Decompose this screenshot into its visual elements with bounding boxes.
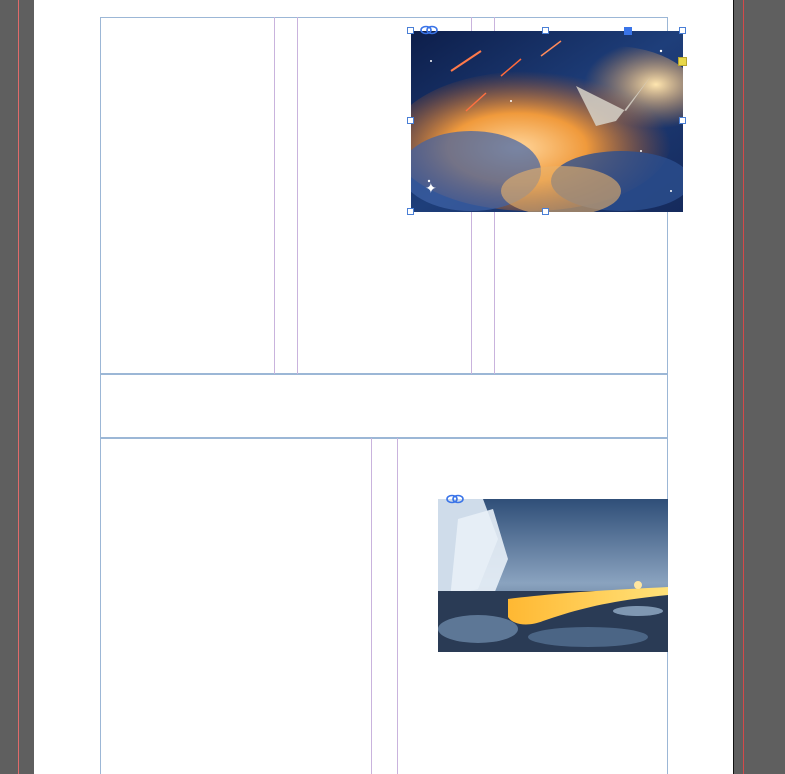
resize-handle[interactable] bbox=[407, 208, 414, 215]
page-edge-right bbox=[733, 0, 734, 774]
corner-options-handle[interactable] bbox=[678, 57, 687, 66]
empty-frame[interactable] bbox=[100, 374, 668, 438]
resize-handle[interactable] bbox=[407, 117, 414, 124]
image-a-frame[interactable] bbox=[411, 31, 683, 212]
anchored-link-icon[interactable] bbox=[446, 494, 464, 504]
resize-handle[interactable] bbox=[542, 208, 549, 215]
text-column[interactable] bbox=[101, 17, 274, 374]
resize-handle[interactable] bbox=[679, 27, 686, 34]
content-grabber-handle[interactable] bbox=[624, 27, 632, 35]
text-column[interactable] bbox=[101, 438, 371, 774]
bleed-guide-right bbox=[743, 0, 744, 774]
galaxy-cloud-painting-icon bbox=[411, 31, 683, 212]
resize-handle[interactable] bbox=[679, 117, 686, 124]
frozen-sea-sunset-photo-icon bbox=[438, 499, 668, 652]
column-gutter-guide bbox=[274, 17, 275, 374]
resize-handle[interactable] bbox=[542, 27, 549, 34]
image-b-frame[interactable] bbox=[438, 499, 668, 652]
svg-text:✦: ✦ bbox=[425, 181, 437, 197]
resize-handle[interactable] bbox=[407, 27, 414, 34]
bleed-guide-left bbox=[18, 0, 19, 774]
column-gutter-guide bbox=[371, 438, 372, 774]
anchored-link-icon[interactable] bbox=[420, 25, 438, 35]
